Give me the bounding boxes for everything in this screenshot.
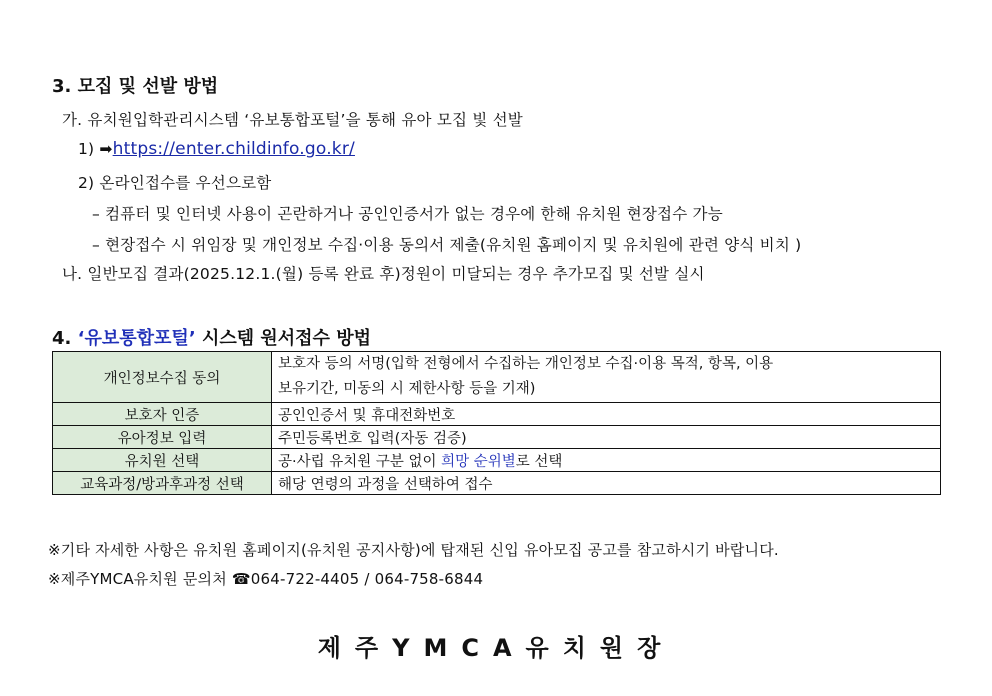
section4-heading-highlight: ‘유보통합포털’	[77, 328, 196, 349]
section4-heading-suffix: 시스템 원서접수 방법	[201, 328, 371, 349]
note-2: ※제주YMCA유치원 문의처 ☎064-722-4405 / 064-758-6844	[48, 570, 484, 588]
row-value	[272, 352, 941, 403]
sub-item-1	[78, 139, 355, 159]
row-value-line: 보유기간, 미동의 시 제한사항 등을 기재)	[278, 381, 536, 397]
signature: 제주YMCA유치원장	[317, 634, 675, 662]
row-value: 해당 연령의 과정을 선택하여 접수	[272, 472, 941, 495]
item-na: 나. 일반모집 결과(2025.12.1.(월) 등록 완료 후)정원이 미달되는 경우 추가모집 및 선발 실시	[62, 265, 705, 283]
row-label: 보호자 인증	[53, 403, 272, 426]
row-value	[272, 449, 941, 472]
table-row	[53, 352, 941, 403]
row-value-after: 로 선택	[515, 453, 563, 470]
sub-item-1-prefix: 1) ➡	[78, 140, 113, 158]
note-1: ※기타 자세한 사항은 유치원 홈페이지(유치원 공지사항)에 탑재된 신입 유아모집 공고를 참고하시기 바랍니다.	[48, 541, 779, 559]
row-label: 개인정보수집 동의	[53, 352, 272, 403]
sub-item-2: 2) 온라인접수를 우선으로함	[78, 174, 272, 192]
application-method-table	[52, 351, 941, 495]
table-row	[53, 449, 941, 472]
row-value: 주민등록번호 입력(자동 검증)	[272, 426, 941, 449]
portal-link[interactable]: https://enter.childinfo.go.kr/	[112, 139, 355, 159]
dash-item-1: – 컴퓨터 및 인터넷 사용이 곤란하거나 공인인증서가 없는 경우에 한해 유치원 현장접수 가능	[92, 205, 723, 223]
dash-item-2: – 현장접수 시 위임장 및 개인정보 수집·이용 동의서 제출(유치원 홈페이지 및 유치원에 관련 양식 비치 )	[92, 236, 802, 254]
table-row	[53, 472, 941, 495]
table-row	[53, 403, 941, 426]
section3-heading: 3. 모집 및 선발 방법	[52, 76, 219, 97]
section4-heading-prefix: 4.	[52, 328, 72, 349]
item-ga: 가. 유치원입학관리시스템 ‘유보통합포털’을 통해 유아 모집 빛 선발	[62, 111, 523, 129]
table-row	[53, 426, 941, 449]
row-label: 유아정보 입력	[53, 426, 272, 449]
row-value-highlight: 희망 순위별	[441, 453, 516, 470]
row-value-before: 공·사립 유치원 구분 없이	[278, 453, 442, 470]
row-label: 유치원 선택	[53, 449, 272, 472]
row-value: 공인인증서 및 휴대전화번호	[272, 403, 941, 426]
section4-heading	[52, 324, 371, 350]
row-value-line: 보호자 등의 서명(입학 전형에서 수집하는 개인정보 수집·이용 목적, 항목, 이용	[278, 356, 774, 372]
row-label: 교육과정/방과후과정 선택	[53, 472, 272, 495]
